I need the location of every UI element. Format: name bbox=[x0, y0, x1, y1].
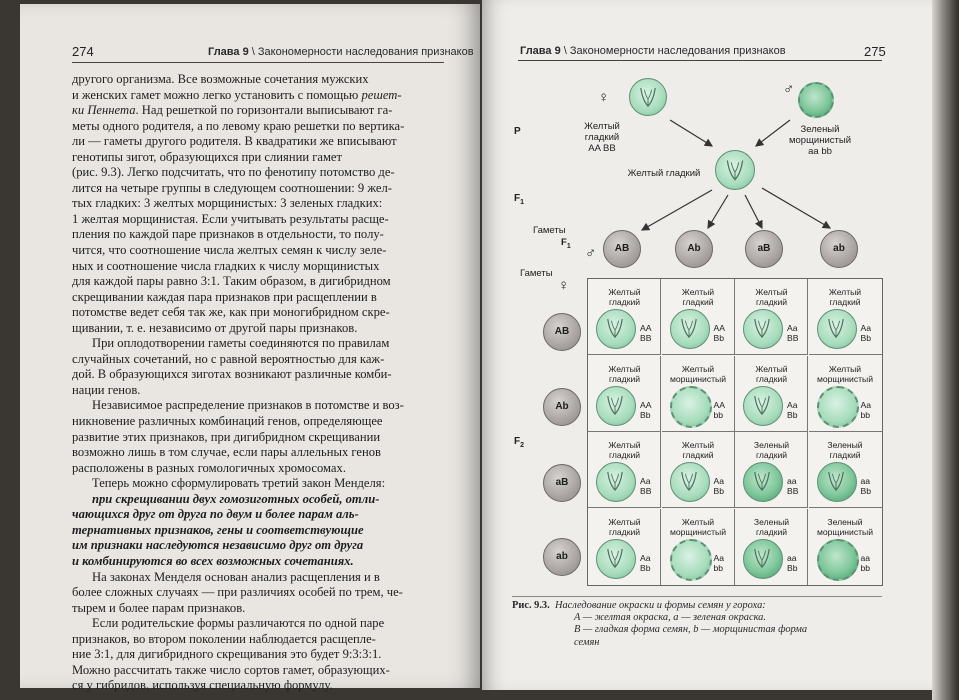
cell-genotype: AA BB bbox=[640, 323, 652, 343]
gametes-f1-label: Гаметы bbox=[533, 225, 566, 236]
mendel-third-law: при скрещивании двух гомозиготных особей, отли- чающихся друг от друга по двум и более парам аль- тернативных признаков, гены и соответствующие им признаки наследуются независимо друг от друга и комбинируются во всех возможных сочетаниях. bbox=[72, 491, 380, 568]
embryo-icon bbox=[744, 310, 780, 346]
generation-p-label: P bbox=[514, 126, 521, 137]
cell-phenotype: Желтый гладкий bbox=[681, 440, 715, 460]
cell-genotype: AA bb bbox=[713, 399, 725, 420]
parent-right-phenotype: Зеленый морщинистый bbox=[788, 124, 851, 146]
male-gamete-aB: aB bbox=[745, 230, 783, 268]
f1-mark: $F_1$ bbox=[561, 237, 571, 250]
caption-line-3: B — гладкая форма семян, b — морщинистая форма bbox=[574, 624, 808, 636]
generation-f2-label: $F_2$ bbox=[514, 436, 525, 449]
yellow-smooth-seed bbox=[596, 462, 636, 502]
cell-genotype: Aa bb bbox=[713, 552, 725, 573]
embryo-icon bbox=[671, 310, 707, 346]
right-chapter-title: Закономерности наследования признаков bbox=[569, 45, 786, 57]
generation-f1-label: $F_1$ bbox=[514, 193, 525, 206]
right-chapter: Глава 9 bbox=[520, 45, 561, 57]
cell-genotype: aa Bb bbox=[860, 476, 872, 496]
yellow-smooth-seed bbox=[743, 309, 783, 349]
cell-genotype: Aa Bb bbox=[787, 399, 798, 420]
embryo-icon bbox=[716, 151, 754, 189]
green-smooth-seed bbox=[743, 539, 783, 579]
gametes-female-label: Гаметы bbox=[520, 268, 553, 279]
parent-left-genotype: AA BB bbox=[588, 143, 616, 154]
yellow-smooth-seed bbox=[670, 462, 710, 502]
yellow-wrinkled-seed bbox=[817, 386, 859, 428]
f1-phenotype: Желтый гладкий bbox=[627, 168, 701, 179]
male-symbol: ♂ bbox=[585, 245, 597, 262]
punnett-cell bbox=[588, 279, 661, 355]
embryo-icon bbox=[744, 463, 780, 499]
punnett-cell bbox=[809, 509, 882, 585]
parent-green-wrinkled-seed bbox=[798, 82, 834, 118]
punnett-cell bbox=[662, 432, 735, 508]
embryo-icon bbox=[671, 463, 707, 499]
punnett-cell bbox=[735, 432, 808, 508]
embryo-icon bbox=[818, 463, 854, 499]
cell-genotype: Aa BB bbox=[787, 323, 799, 343]
embryo-icon bbox=[744, 387, 780, 423]
cell-phenotype: Зеленый морщинистый bbox=[816, 516, 874, 537]
embryo-icon bbox=[597, 387, 633, 423]
female-gamete-ab: ab bbox=[543, 538, 581, 576]
embryo-icon bbox=[630, 79, 666, 115]
embryo-icon bbox=[818, 310, 854, 346]
caption-line-2: A — желтая окраска, a — зеленая окраска. bbox=[574, 612, 766, 624]
cell-genotype: aa bb bbox=[860, 552, 871, 573]
caption-line-4: семян bbox=[574, 636, 600, 648]
cell-phenotype: Зеленый гладкий bbox=[753, 440, 790, 460]
parent-right-genotype: aa bb bbox=[808, 146, 832, 157]
yellow-wrinkled-seed bbox=[670, 386, 712, 428]
paragraph-1: другого организма. Все возможные сочетания мужских и женских гамет можно легко установить с помощью решет- ки Пеннета. Над решеткой по горизонтали выписывают га- меты одного родителя, а по левому краю решетки по вертика- ли — гаметы другого родителя. В квадратики же вписывают генотипы зигот, образующихся при слиянии гамет (рис. 9.3). Легко подсчитать, что по фенотипу потомство де- лится на четыре группы в следующем соотношении: 9 жел- тых гладких: 3 желтых морщинистых: 3 зеленых гладких: 1 желтая морщинистая. Если учитывать результаты расще- пления по каждой паре признаков в отдельности, то полу- чится, что соотношение числа желтых семян к числу зеле- ных и соотношение числа гладких к числу морщинистых для каждой пары равно 3:1. Таким образом, в дигибридном скрещивании каждая пара признаков при расщеплении в потомстве ведет себя так же, как при моногибридном скре- щивании, т. е. независимо от другой пары признаков. bbox=[72, 72, 405, 335]
cell-phenotype: Желтый гладкий bbox=[608, 363, 641, 384]
punnett-cell bbox=[809, 356, 882, 432]
yellow-smooth-seed bbox=[596, 309, 636, 349]
embryo-icon bbox=[744, 540, 780, 576]
term-punnett-part: решет- bbox=[361, 87, 402, 102]
cell-phenotype: Желтый гладкий bbox=[681, 287, 715, 307]
cell-phenotype: Желтый гладкий bbox=[828, 287, 862, 307]
male-symbol-parent: ♂ bbox=[783, 81, 795, 98]
figure-number: Рис. 9.3. bbox=[512, 600, 550, 611]
green-smooth-seed bbox=[743, 462, 783, 502]
punnett-cell bbox=[588, 509, 661, 585]
cell-phenotype: Желтый гладкий bbox=[608, 287, 641, 307]
embryo-icon bbox=[597, 310, 633, 346]
caption-rule bbox=[512, 596, 882, 597]
right-running-head: Глава 9 \ Закономерности наследования признаков bbox=[520, 45, 786, 57]
punnett-cell bbox=[588, 356, 661, 432]
embryo-icon bbox=[597, 540, 633, 576]
cell-phenotype: Желтый гладкий bbox=[608, 516, 641, 537]
punnett-cell bbox=[735, 279, 808, 355]
paragraph-6: Если родительские формы различаются по одной паре признаков, во втором поколении наблюдается расщепле- ние 3:1, для дигибридного скрещивания это будет 9:3:3:1. Можно рассчитать также число сортов гамет, образующих- ся у гибридов, используя специальную формулу. bbox=[72, 616, 390, 693]
female-symbol: ♀ bbox=[598, 89, 610, 106]
paragraph-4-intro: Теперь можно сформулировать третий закон Менделя: bbox=[92, 476, 386, 491]
term-punnett: ки Пеннета bbox=[72, 103, 136, 118]
green-smooth-seed bbox=[817, 462, 857, 502]
cell-genotype: Aa BB bbox=[640, 476, 652, 496]
paragraph-5: На законах Менделя основан анализ расщепления и в более сложных случаях — при различиях особей по трем, че- тырем и более парам признаков. bbox=[72, 569, 403, 615]
f1-seed bbox=[715, 150, 755, 190]
left-page-number: 274 bbox=[72, 44, 94, 59]
punnett-cell bbox=[662, 509, 735, 585]
cell-phenotype: Желтый гладкий bbox=[755, 287, 788, 307]
punnett-cell bbox=[735, 509, 808, 585]
punnett-cell bbox=[809, 279, 882, 355]
male-gamete-AB: AB bbox=[603, 230, 641, 268]
cell-phenotype: Желтый морщинистый bbox=[816, 363, 874, 384]
figure-caption bbox=[512, 600, 892, 649]
yellow-wrinkled-seed bbox=[670, 539, 712, 581]
left-running-head: Глава 9 \ Закономерности наследования признаков bbox=[208, 46, 474, 58]
female-gamete-AB: AB bbox=[543, 313, 581, 351]
paragraph-3: Независимое распределение признаков в потомстве и воз- никновение различных комбинаций генов, определяющее развитие этих признаков, при дигибридном скрещивании возможно лишь в том случае, если пары аллельных генов расположены в разных гомологичных хромосомах. bbox=[72, 398, 404, 475]
yellow-smooth-seed bbox=[743, 386, 783, 426]
cell-phenotype: Зеленый гладкий bbox=[827, 440, 863, 460]
left-chapter: Глава 9 bbox=[208, 46, 249, 58]
embryo-icon bbox=[597, 463, 633, 499]
yellow-smooth-seed bbox=[817, 309, 857, 349]
punnett-cell bbox=[809, 432, 882, 508]
cell-genotype: AA Bb bbox=[640, 399, 652, 420]
cell-genotype: Aa Bb bbox=[713, 476, 725, 496]
cell-phenotype: Желтый гладкий bbox=[755, 363, 788, 384]
cell-phenotype: Желтый морщинистый bbox=[669, 363, 727, 384]
cell-genotype: Aa Bb bbox=[860, 323, 872, 343]
female-gamete-Ab: Ab bbox=[543, 388, 581, 426]
cell-genotype: AA Bb bbox=[713, 323, 725, 343]
punnett-square bbox=[587, 278, 883, 586]
paragraph-2: При оплодотворении гаметы соединяются по правилам случайных сочетаний, но с равной вероятностью для каж- дой. В образующихся зиготах возникают различные комби- нации генов. bbox=[72, 336, 392, 397]
punnett-cell bbox=[588, 432, 661, 508]
cell-phenotype: Желтый гладкий bbox=[608, 440, 641, 460]
punnett-cell bbox=[662, 356, 735, 432]
cell-genotype: Aa bb bbox=[860, 399, 872, 420]
cell-phenotype: Желтый морщинистый bbox=[669, 516, 727, 537]
yellow-smooth-seed bbox=[596, 386, 636, 426]
yellow-smooth-seed bbox=[670, 309, 710, 349]
female-symbol-gametes: ♀ bbox=[558, 277, 570, 294]
yellow-smooth-seed bbox=[596, 539, 636, 579]
male-gamete-ab: ab bbox=[820, 230, 858, 268]
right-page-number: 275 bbox=[864, 44, 886, 59]
cell-genotype: aa Bb bbox=[787, 552, 798, 573]
punnett-cell bbox=[662, 279, 735, 355]
figure-title: Наследование окраски и формы семян у гороха: bbox=[554, 600, 766, 611]
punnett-cell bbox=[735, 356, 808, 432]
cell-genotype: Aa Bb bbox=[640, 552, 651, 573]
green-wrinkled-seed bbox=[817, 539, 859, 581]
cell-phenotype: Зеленый гладкий bbox=[753, 516, 790, 537]
cell-genotype: aa BB bbox=[787, 476, 799, 496]
left-chapter-title: Закономерности наследования признаков bbox=[257, 46, 474, 58]
parent-left-phenotype: Желтый гладкий bbox=[584, 121, 620, 143]
female-gamete-aB: aB bbox=[543, 464, 581, 502]
parent-yellow-smooth-seed bbox=[629, 78, 667, 116]
male-gamete-Ab: Ab bbox=[675, 230, 713, 268]
